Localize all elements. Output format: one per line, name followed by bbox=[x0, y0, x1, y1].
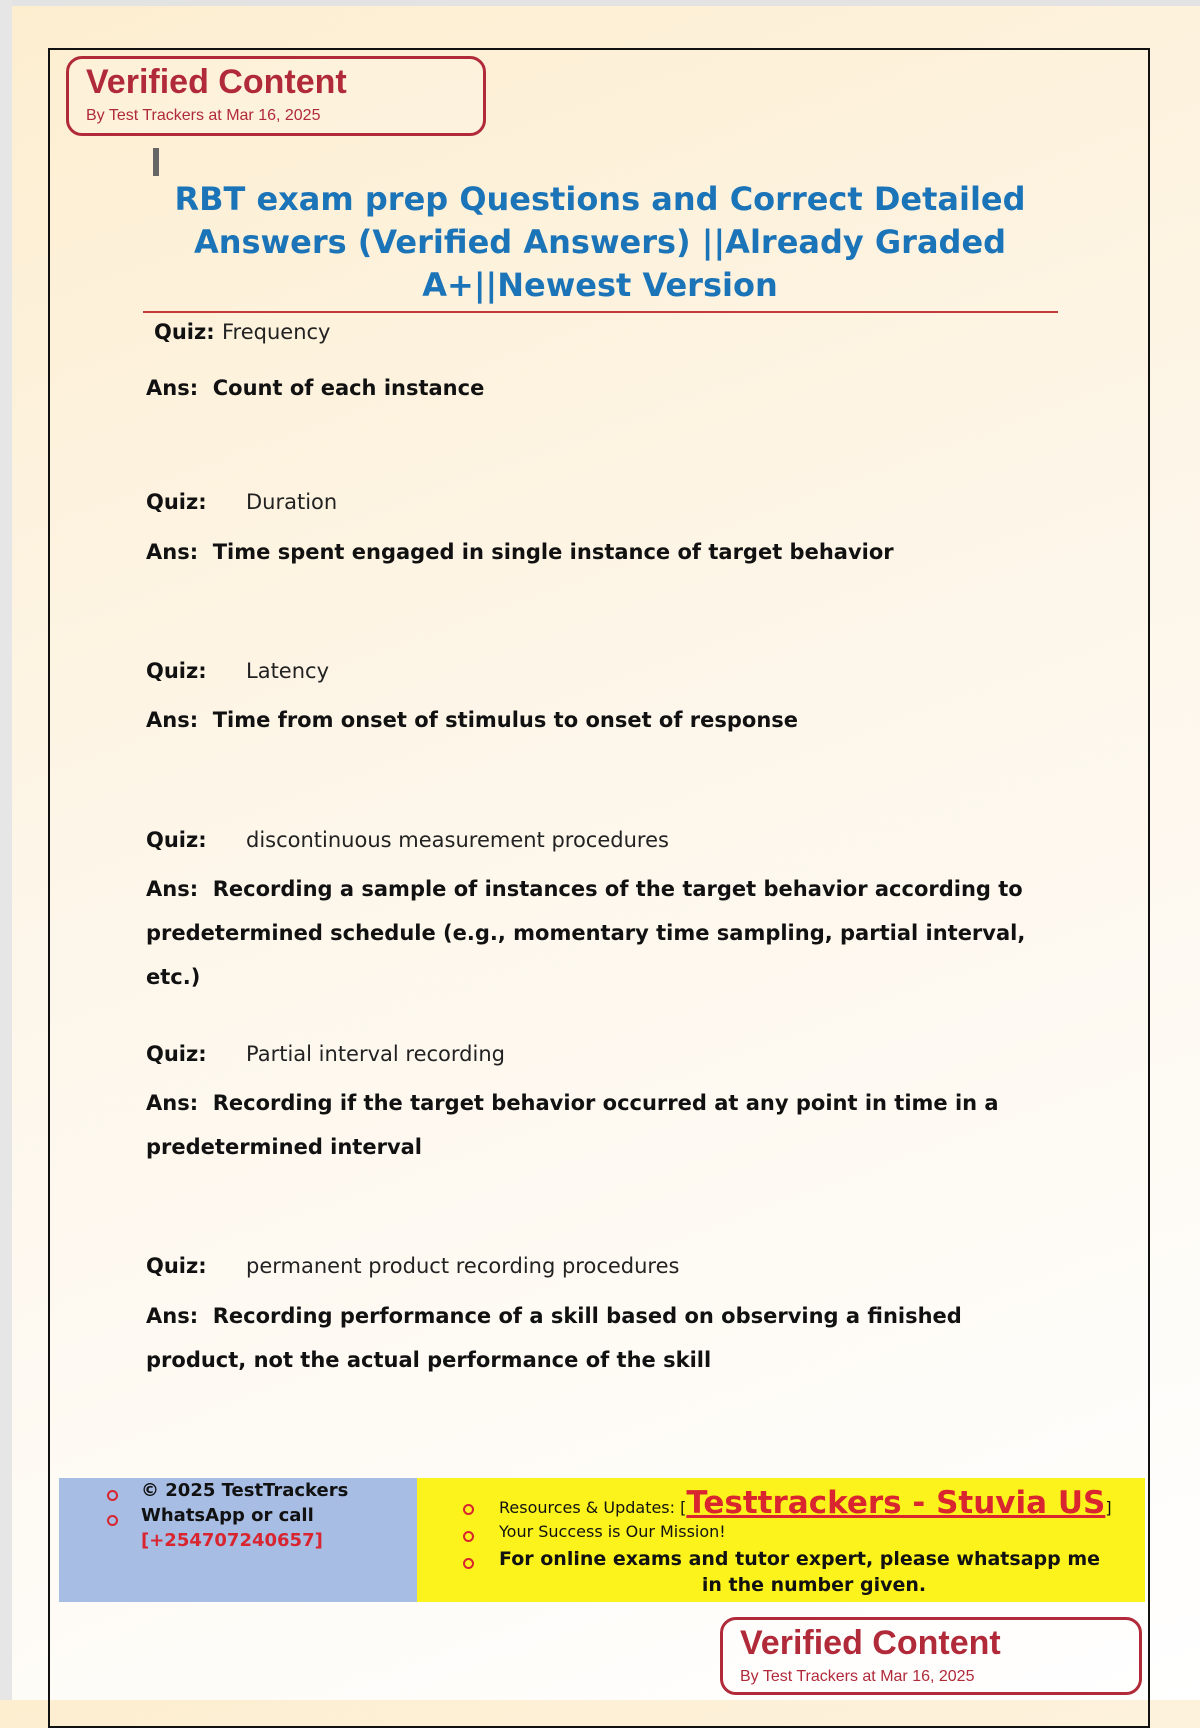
answer-text: Time from onset of stimulus to onset of response bbox=[212, 708, 799, 732]
quiz-term: Latency bbox=[246, 659, 330, 683]
stamp-title: Verified Content bbox=[740, 1624, 1001, 1662]
footer-online-line1: For online exams and tutor expert, please whatsapp me bbox=[499, 1548, 1101, 1570]
bullet-icon bbox=[463, 1504, 474, 1515]
answer-label: Ans: bbox=[146, 1304, 199, 1328]
footer-phone[interactable]: [+254707240657] bbox=[141, 1530, 323, 1551]
quiz-label: Quiz: bbox=[146, 1042, 207, 1066]
answer-text: Time spent engaged in single instance of target behavior bbox=[212, 540, 894, 564]
quiz-line bbox=[146, 490, 338, 514]
answer-label: Ans: bbox=[146, 1091, 199, 1115]
quiz-label: Quiz: bbox=[146, 1254, 207, 1278]
answer-label: Ans: bbox=[146, 877, 199, 901]
footer-online-line2: in the number given. bbox=[701, 1574, 927, 1596]
quiz-label: Quiz: bbox=[154, 320, 215, 344]
footer-contact-panel bbox=[59, 1478, 417, 1602]
document-title: RBT exam prep Questions and Correct Detailed Answers (Verified Answers) ||Already Graded A+||Newest Version bbox=[174, 180, 1026, 304]
footer-mission: Your Success is Our Mission! bbox=[499, 1522, 726, 1541]
bullet-icon bbox=[107, 1515, 118, 1526]
answer-label: Ans: bbox=[146, 708, 199, 732]
answer-text: Count of each instance bbox=[212, 376, 485, 400]
footer-resources-link[interactable]: Testtrackers - Stuvia US bbox=[686, 1485, 1106, 1521]
answer-line bbox=[146, 1081, 1046, 1169]
quiz-term: Frequency bbox=[222, 320, 331, 344]
answer-text: Recording a sample of instances of the target behavior according to predetermined schedule (e.g., momentary time sampling, partial interval, etc.) bbox=[146, 877, 1026, 989]
title-divider bbox=[143, 311, 1058, 313]
bullet-icon bbox=[107, 1490, 118, 1501]
answer-line bbox=[146, 366, 1046, 410]
answer-line bbox=[146, 698, 1046, 742]
footer-whatsapp-label: WhatsApp or call bbox=[141, 1505, 314, 1526]
bullet-icon bbox=[463, 1558, 474, 1569]
quiz-term: Partial interval recording bbox=[246, 1042, 505, 1066]
quiz-label: Quiz: bbox=[146, 490, 207, 514]
quiz-term: discontinuous measurement procedures bbox=[246, 828, 669, 852]
quiz-line bbox=[146, 1042, 505, 1066]
quiz-line bbox=[146, 659, 330, 683]
text-cursor-mark bbox=[153, 148, 159, 176]
answer-text: Recording if the target behavior occurred at any point in time in a predetermined interval bbox=[146, 1091, 999, 1159]
footer-resources-label: Resources & Updates: [ bbox=[499, 1498, 687, 1517]
verified-content-stamp-top bbox=[66, 56, 486, 136]
answer-line bbox=[146, 1294, 1046, 1382]
top-border-strip bbox=[0, 0, 1200, 6]
quiz-line bbox=[146, 1254, 680, 1278]
verified-content-stamp-bottom bbox=[720, 1617, 1142, 1695]
answer-label: Ans: bbox=[146, 376, 199, 400]
quiz-term: Duration bbox=[246, 490, 338, 514]
quiz-term: permanent product recording procedures bbox=[246, 1254, 680, 1278]
quiz-line bbox=[146, 828, 669, 852]
quiz-line bbox=[154, 320, 331, 344]
stamp-subtitle: By Test Trackers at Mar 16, 2025 bbox=[86, 107, 321, 124]
left-border-strip bbox=[0, 0, 12, 1700]
footer-info-panel bbox=[417, 1478, 1145, 1602]
answer-label: Ans: bbox=[146, 540, 199, 564]
stamp-subtitle: By Test Trackers at Mar 16, 2025 bbox=[740, 1668, 975, 1685]
answer-line bbox=[146, 867, 1046, 999]
quiz-label: Quiz: bbox=[146, 659, 207, 683]
stamp-title: Verified Content bbox=[86, 63, 347, 101]
bullet-icon bbox=[463, 1531, 474, 1542]
answer-text: Recording performance of a skill based on observing a finished product, not the actual performance of the skill bbox=[146, 1304, 962, 1372]
answer-line bbox=[146, 530, 1046, 574]
quiz-label: Quiz: bbox=[146, 828, 207, 852]
footer-copyright: © 2025 TestTrackers bbox=[141, 1480, 349, 1501]
footer-resources-close: ] bbox=[1105, 1498, 1112, 1517]
